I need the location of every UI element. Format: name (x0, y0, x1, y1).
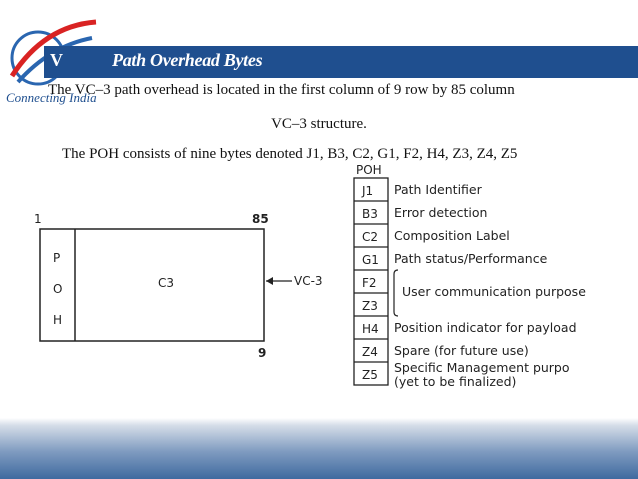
desc-j1: Path Identifier (394, 182, 482, 197)
body-line-1: The VC–3 path overhead is located in the first column of 9 row by 85 column (48, 82, 515, 98)
desc-b3: Error detection (394, 205, 488, 220)
poh-byte-g1: G1 (362, 253, 379, 267)
desc-z5-line1: Specific Management purpo (394, 360, 570, 375)
poh-letter-h: H (53, 313, 63, 327)
f2-z3-bracket (394, 270, 398, 316)
poh-byte-h4: H4 (362, 322, 379, 336)
row-end-label: 9 (258, 346, 267, 360)
pointer-arrow-head (266, 277, 273, 285)
poh-byte-table (352, 160, 622, 390)
desc-z4: Spare (for future use) (394, 343, 529, 358)
poh-byte-b3: B3 (362, 207, 378, 221)
desc-z5-line2: (yet to be finalized) (394, 374, 517, 389)
desc-g1: Path status/Performance (394, 251, 548, 266)
col-end-label: 85 (252, 212, 269, 226)
poh-header: POH (356, 163, 382, 177)
body-line-3: The POH consists of nine bytes denoted J1, B3, C2, G1, F2, H4, Z3, Z4, Z5 (62, 146, 518, 162)
desc-h4: Position indicator for payload (394, 320, 577, 335)
poh-byte-j1: J1 (362, 184, 374, 198)
poh-letter-p: P (53, 251, 61, 265)
poh-byte-cells (354, 178, 388, 385)
body-line-2: VC–3 structure. (271, 116, 367, 132)
logo-text: Connecting India (6, 90, 97, 105)
poh-byte-c2: C2 (362, 230, 379, 244)
pointer-label: VC-3 (294, 274, 323, 288)
slide-title: Path Overhead Bytes (112, 50, 263, 70)
poh-byte-f2: F2 (362, 276, 377, 290)
poh-letter-o: O (53, 282, 63, 296)
poh-byte-z4: Z4 (362, 345, 378, 359)
vc3-structure-diagram (30, 205, 350, 365)
footer-band (0, 418, 638, 479)
vc3-frame (40, 229, 264, 341)
poh-byte-z5: Z5 (362, 368, 378, 382)
poh-byte-z3: Z3 (362, 299, 378, 313)
col-start-label: 1 (34, 212, 42, 226)
desc-f2-z3: User communication purpose (402, 284, 586, 299)
title-prefix: V (50, 50, 63, 70)
desc-c2: Composition Label (394, 228, 510, 243)
payload-label: C3 (158, 276, 175, 290)
